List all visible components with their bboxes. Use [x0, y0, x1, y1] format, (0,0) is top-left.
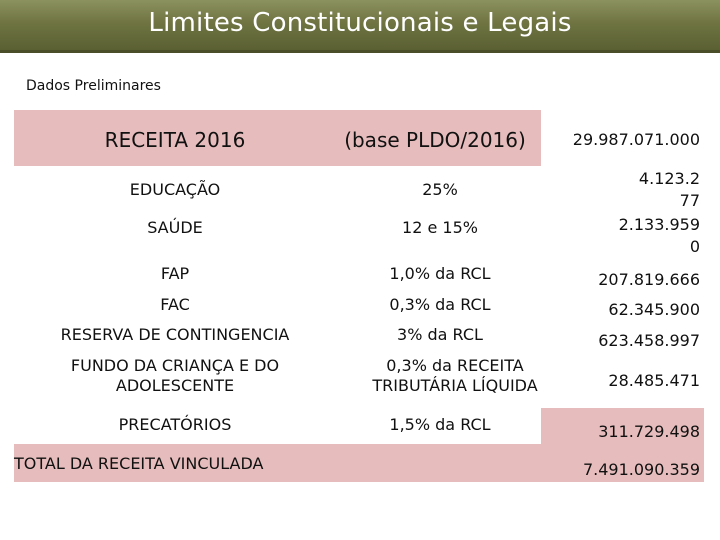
row-value-educacao: 4.123.2 77	[638, 169, 700, 211]
header-basis: (base PLDO/2016)	[344, 128, 526, 152]
row-rule-fac: 0,3% da RCL	[389, 295, 491, 314]
row-label-reserva: RESERVA DE CONTINGENCIA	[60, 325, 290, 344]
row-label-precatorios: PRECATÓRIOS	[118, 415, 232, 434]
row-rule-fap: 1,0% da RCL	[389, 264, 491, 283]
row-label-saude: SAÚDE	[147, 218, 203, 237]
row-label-educacao: EDUCAÇÃO	[129, 180, 221, 199]
header-value: 29.987.071.000	[572, 130, 700, 149]
row-rule-saude: 12 e 15%	[402, 218, 478, 237]
page-title: Limites Constitucionais e Legais	[148, 8, 572, 38]
row-rule-reserva: 3% da RCL	[397, 325, 483, 344]
row-rule-educacao: 25%	[422, 180, 458, 199]
row-value-saude: 2.133.959 0	[618, 215, 700, 257]
row-value-fundo: 28.485.471	[608, 371, 700, 390]
row-label-fap: FAP	[160, 264, 190, 283]
row-rule-fundo: 0,3% da RECEITA TRIBUTÁRIA LÍQUIDA	[372, 356, 538, 395]
header-label: RECEITA 2016	[104, 128, 246, 152]
total-label: TOTAL DA RECEITA VINCULADA	[14, 454, 264, 473]
row-value-precatorios: 311.729.498	[598, 422, 700, 441]
row-rule-precatorios: 1,5% da RCL	[389, 415, 491, 434]
row-label-fundo: FUNDO DA CRIANÇA E DO ADOLESCENTE	[70, 356, 280, 395]
row-label-fac: FAC	[160, 295, 190, 314]
total-value: 7.491.090.359	[582, 460, 700, 479]
row-value-reserva: 623.458.997	[598, 331, 700, 350]
subtitle: Dados Preliminares	[26, 78, 161, 94]
row-value-fac: 62.345.900	[608, 300, 700, 319]
title-bar	[0, 0, 720, 53]
row-value-fap: 207.819.666	[598, 270, 700, 289]
